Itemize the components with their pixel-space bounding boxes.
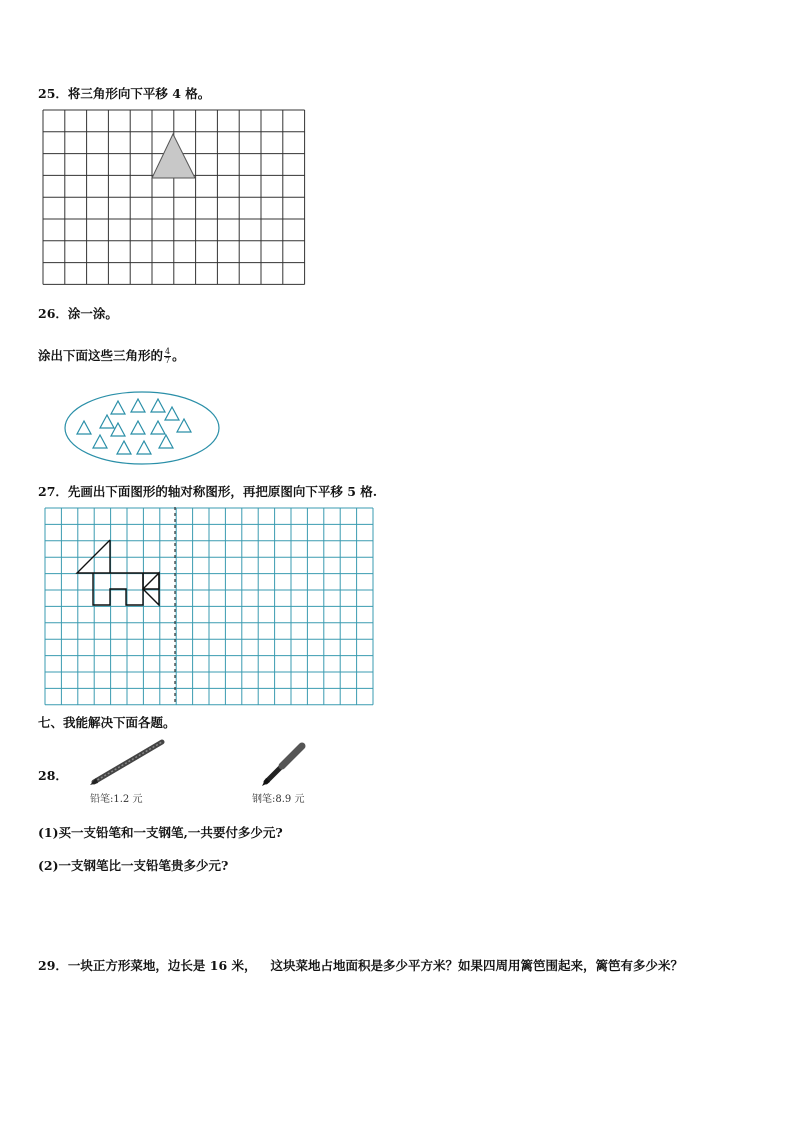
q26-triangle[interactable] bbox=[159, 435, 173, 448]
q27-text: 先画出下面图形的轴对称图形，再把原图向下平移 5 格. bbox=[67, 484, 378, 499]
q29-text-b: 这块菜地占地面积是多少平方米？如果四周用篱笆围起来，篱笆有多少米？ bbox=[270, 958, 684, 973]
q26-triangle[interactable] bbox=[111, 401, 125, 414]
q28-sub2: (2)一支钢笔比一支铅笔贵多少元? bbox=[38, 858, 229, 873]
q28-sub1: (1)买一支铅笔和一支钢笔,一共要付多少元? bbox=[38, 825, 283, 840]
q26-triangle[interactable] bbox=[131, 421, 145, 434]
q26-prompt bbox=[38, 304, 118, 322]
q26-triangle[interactable] bbox=[151, 399, 165, 412]
q25-prompt bbox=[38, 84, 210, 102]
q27-figure bbox=[77, 540, 159, 589]
q26-instruction bbox=[38, 346, 185, 365]
section7-title: 七、我能解决下面各题。 bbox=[38, 715, 176, 730]
q26-ellipse-figure bbox=[62, 388, 226, 468]
q26-triangle[interactable] bbox=[131, 399, 145, 412]
q26-instruction-suffix: 。 bbox=[172, 348, 185, 363]
pen-caption: 钢笔:8.9 元 bbox=[252, 794, 305, 805]
q26-triangle[interactable] bbox=[100, 415, 114, 428]
q26-triangle[interactable] bbox=[177, 419, 191, 432]
q26-number: 26． bbox=[38, 306, 68, 321]
q28-number: 28． bbox=[38, 768, 68, 783]
q27-figure-body bbox=[93, 573, 143, 605]
q29-number: 29． bbox=[38, 958, 68, 973]
q25-number: 25． bbox=[38, 86, 68, 101]
q25-text: 将三角形向下平移 4 格。 bbox=[67, 86, 211, 101]
pencil-caption: 铅笔:1.2 元 bbox=[90, 794, 143, 805]
q26-triangle[interactable] bbox=[111, 423, 125, 436]
q26-triangle[interactable] bbox=[117, 441, 131, 454]
q26-triangle[interactable] bbox=[77, 421, 91, 434]
q26-triangle[interactable] bbox=[137, 441, 151, 454]
q25-grid[interactable] bbox=[40, 106, 310, 296]
q26-fraction-numerator: 4 bbox=[165, 347, 171, 356]
q27-grid[interactable] bbox=[44, 507, 376, 707]
q26-triangle[interactable] bbox=[165, 407, 179, 420]
q26-fraction-denominator: 7 bbox=[165, 356, 171, 365]
q26-text: 涂一涂。 bbox=[67, 306, 118, 321]
q26-fraction bbox=[164, 348, 171, 365]
q27-prompt bbox=[38, 482, 377, 500]
pencil-image bbox=[88, 738, 168, 788]
q29-text-a: 一块正方形菜地，边长是 16 米， bbox=[67, 958, 257, 973]
q26-triangle[interactable] bbox=[93, 435, 107, 448]
pen-image bbox=[258, 740, 308, 788]
q27-number: 27． bbox=[38, 484, 68, 499]
q29-prompt bbox=[38, 956, 683, 974]
q26-triangle[interactable] bbox=[151, 421, 165, 434]
q26-instruction-prefix: 涂出下面这些三角形的 bbox=[38, 348, 164, 363]
q25-triangle[interactable] bbox=[152, 134, 195, 178]
